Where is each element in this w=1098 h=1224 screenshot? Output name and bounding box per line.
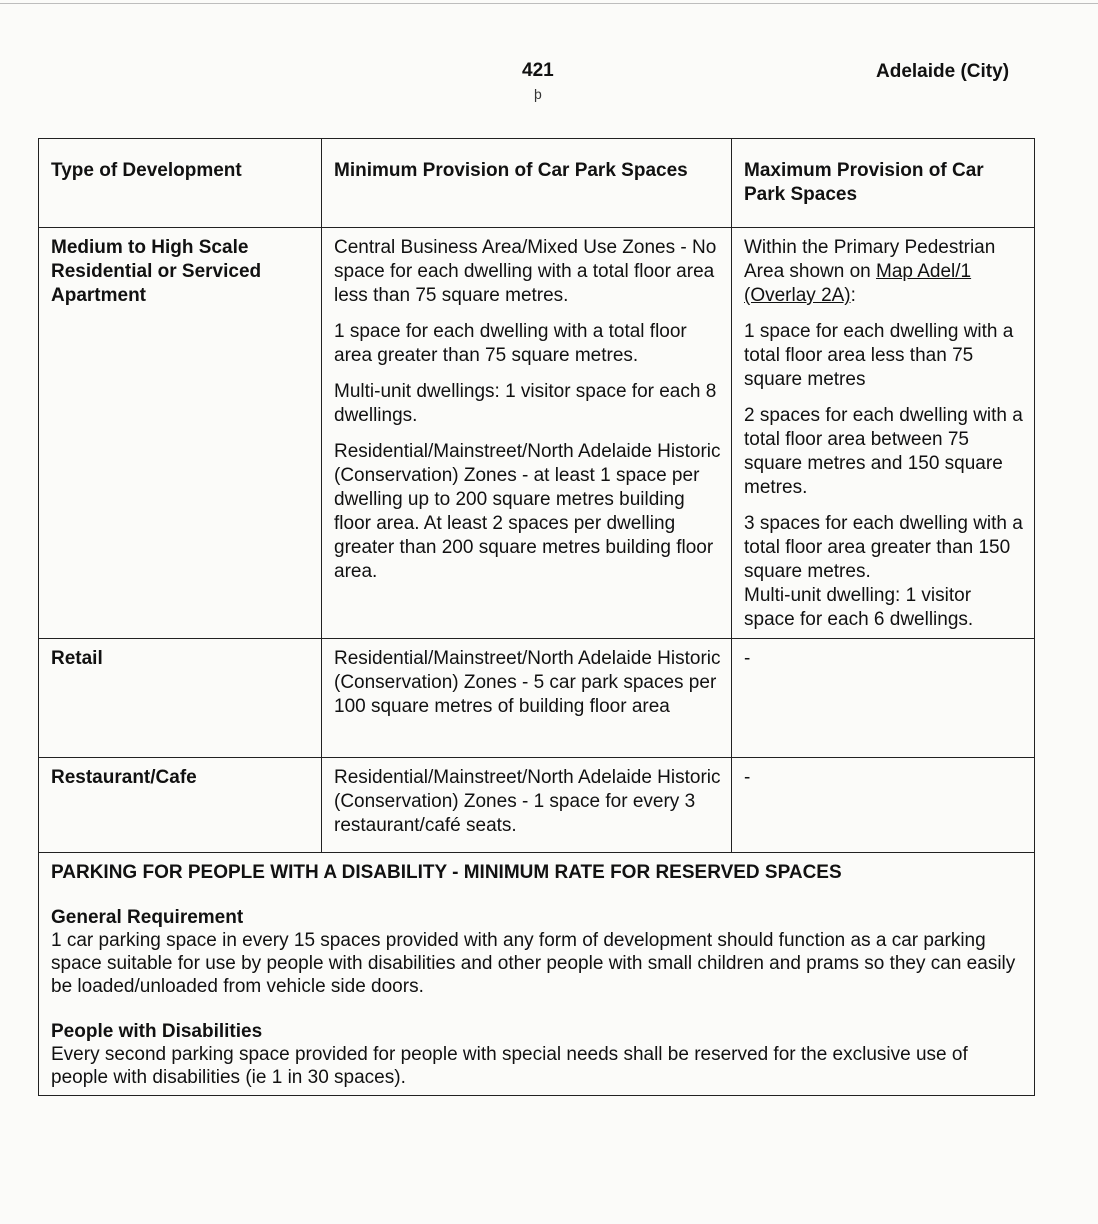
minimum-paragraph: Multi-unit dwellings: 1 visitor space for each 8 dwellings. [334,381,717,426]
minimum-paragraph: Central Business Area/Mixed Use Zones - No space for each dwelling with a total floor area less than 75 square metres. [334,237,717,306]
table-row [39,228,1035,639]
header-maximum: Maximum Provision of Car Park Spaces [732,139,1035,228]
maximum-paragraph: Multi-unit dwelling: 1 visitor space for each 6 dwellings. [744,585,974,630]
general-requirement-heading: General Requirement [51,907,244,928]
row-minimum-restaurant: Residential/Mainstreet/North Adelaide Historic (Conservation) Zones - 1 space for every 3 restaurant/café seats. [322,758,732,853]
row-maximum-residential [732,228,1035,639]
general-requirement-block [51,906,1024,998]
page-number: 421 [522,60,554,81]
page-header-council: Adelaide (City) [876,61,1010,82]
minimum-paragraph: 1 space for each dwelling with a total floor area greater than 75 square metres. [334,321,687,366]
row-minimum-retail: Residential/Mainstreet/North Adelaide Historic (Conservation) Zones - 5 car park spaces per 100 square metres of building floor area [322,639,732,758]
general-requirement-text: 1 car parking space in every 15 spaces provided with any form of development should function as a car parking space suitable for use by people with disabilities and other people with small children and prams so they can easily be loaded/unloaded from vehicle side doors. [51,930,1016,997]
maximum-paragraph: 1 space for each dwelling with a total floor area less than 75 square metres [744,321,1014,390]
maximum-paragraph: 2 spaces for each dwelling with a total floor area between 75 square metres and 150 square metres. [744,405,1023,498]
page-mark: ϸ [534,86,542,102]
maximum-paragraph: 3 spaces for each dwelling with a total floor area greater than 150 square metres. [744,513,1023,582]
row-maximum-retail: - [732,639,1035,758]
row-type-residential: Medium to High Scale Residential or Serviced Apartment [39,228,322,639]
table-header-row [39,139,1035,228]
header-type: Type of Development [39,139,322,228]
disability-section [39,853,1035,1096]
car-parking-table [38,138,1035,1096]
row-minimum-residential [322,228,732,639]
people-with-disabilities-block [51,1020,1024,1089]
row-maximum-restaurant: - [732,758,1035,853]
scan-edge-line [0,3,1098,4]
disability-title: PARKING FOR PEOPLE WITH A DISABILITY - MINIMUM RATE FOR RESERVED SPACES [51,862,842,883]
maximum-intro: Within the Primary Pedestrian Area shown on Map Adel/1 (Overlay 2A): [744,237,996,306]
row-type-retail: Retail [39,639,322,758]
disability-cell [39,853,1035,1096]
people-with-disabilities-heading: People with Disabilities [51,1021,263,1042]
minimum-paragraph: Residential/Mainstreet/North Adelaide Historic (Conservation) Zones - at least 1 space per dwelling up to 200 square metres building floor area. At least 2 spaces per dwelling greater than 200 square metres building floor area. [334,441,721,582]
table-row [39,758,1035,853]
header-minimum: Minimum Provision of Car Park Spaces [322,139,732,228]
map-reference: Map Adel/1 (Overlay 2A) [744,261,972,306]
people-with-disabilities-text: Every second parking space provided for people with special needs shall be reserved for the exclusive use of people with disabilities (ie 1 in 30 spaces). [51,1044,968,1088]
row-type-restaurant: Restaurant/Cafe [39,758,322,853]
table-row [39,639,1035,758]
